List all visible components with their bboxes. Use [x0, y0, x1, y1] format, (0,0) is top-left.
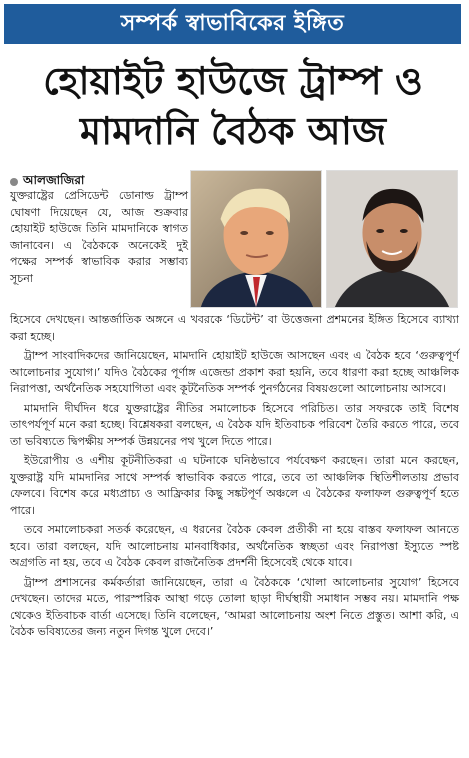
- paragraph-5: তবে সমালোচকরা সতর্ক করেছেন, এ ধরনের বৈঠক কেবল প্রতীকী না হয়ে বাস্তব ফলাফল আনতে হবে। তারা বলছেন, যদি আলোচনায় মানবাধিকার, অর্থনৈতিক স্বচ্ছতা এবং নিরাপত্তা ইস্যুতে স্পষ্ট অগ্রগতি না হয়, তবে এ বৈঠক কেবল রাজনৈতিক প্রদর্শনী হিসেবেই থেকে যাবে।: [10, 523, 459, 569]
- article-body: [10, 312, 459, 644]
- bullet-dot-icon: [10, 178, 18, 186]
- intro-continuation: হিসেবে দেখছেন। আন্তর্জাতিক অঙ্গনে এ খবরকে ‘ডিটেন্ট’ বা উত্তেজনা প্রশমনের ইঙ্গিত হিসেবে ব্যাখ্যা করা হচ্ছে।: [10, 313, 459, 343]
- photo-pair: [190, 170, 458, 308]
- paragraph-2: ট্রাম্প সাংবাদিকদের জানিয়েছেন, মামদানি হোয়াইট হাউজে আসছেন এবং এ বৈঠক হবে ‘গুরুত্বপূর্ণ আলোচনার সুযোগ।’ যদিও বৈঠকের পূর্ণাঙ্গ এজেন্ডা প্রকাশ করা হয়নি, তবে ধারণা করা হচ্ছে আঞ্চলিক নিরাপত্তা, অর্থনৈতিক সহযোগিতা এবং কূটনৈতিক সম্পর্ক পুনর্গঠনের বিষয়গুলো আলোচনায় আসবে।: [10, 349, 459, 395]
- byline-source: আলজাজিরা: [23, 173, 85, 187]
- kicker-banner: [4, 4, 461, 44]
- headline: [8, 56, 458, 156]
- paragraph-6: ট্রাম্প প্রশাসনের কর্মকর্তারা জানিয়েছেন, তারা এ বৈঠককে ‘খোলা আলোচনার সুযোগ’ হিসেবে দেখছেন। তাদের মতে, পারস্পরিক আস্থা গড়ে তোলা ছাড়া দীর্ঘস্থায়ী সমাধান সম্ভব নয়। মামদানি পক্ষ থেকেও ইতিবাচক বার্তা এসেছে। তিনি বলেছেন, ‘আমরা আলোচনায় অংশ নিতে প্রস্তুত। আশা করি, এ বৈঠক ভবিষ্যতের জন্য নতুন দিগন্ত খুলে দেবে।’: [10, 575, 459, 638]
- paragraph-3: মামদানি দীর্ঘদিন ধরে যুক্তরাষ্ট্রের নীতির সমালোচক হিসেবে পরিচিত। তার সফরকে তাই বিশেষ তাৎপর্যপূর্ণ মনে করা হচ্ছে। বিশ্লেষকরা বলছেন, এ বৈঠক যদি ইতিবাচক পরিবেশ তৈরি করতে পারে, তবে তা ভবিষ্যতে দ্বিপক্ষীয় সম্পর্ক উন্নয়নের পথ খুলে দিতে পারে।: [10, 401, 459, 448]
- trump-portrait-icon: [191, 171, 321, 307]
- article-intro: যুক্তরাষ্ট্রের প্রেসিডেন্ট ডোনাল্ড ট্রাম্প ঘোষণা দিয়েছেন যে, আজ শুক্রবার হোয়াইট হাউজে তিনি মামদানিকে স্বাগত জানাবেন। এ বৈঠককে অনেকেই দুই পক্ষের সম্পর্ক স্বাভাবিক করার সম্ভাব্য সূচনা: [10, 189, 188, 285]
- mamdani-photo: [326, 170, 458, 308]
- paragraph-4: ইউরোপীয় ও এশীয় কূটনীতিকরা এ ঘটনাকে ঘনিষ্ঠভাবে পর্যবেক্ষণ করছেন। তারা মনে করছেন, যুক্তরাষ্ট্র যদি মামদানির সাথে সম্পর্ক স্বাভাবিক করতে পারে, তবে তা আঞ্চলিক স্থিতিশীলতায় প্রভাব ফেলবে। বিশেষ করে মধ্যপ্রাচ্য ও আফ্রিকার কিছু সঙ্কটপূর্ণ অঞ্চলে এ বৈঠকের ফলাফল গুরুত্বপূর্ণ হতে পারে।: [10, 454, 459, 517]
- trump-photo: [190, 170, 322, 308]
- headline-line-2: মামদানি বৈঠক আজ: [80, 109, 386, 153]
- kicker-text: সম্পর্ক স্বাভাবিকের ইঙ্গিত: [120, 10, 345, 36]
- mamdani-portrait-icon: [327, 171, 457, 307]
- headline-line-1: হোয়াইট হাউজে ট্রাম্প ও: [43, 59, 423, 103]
